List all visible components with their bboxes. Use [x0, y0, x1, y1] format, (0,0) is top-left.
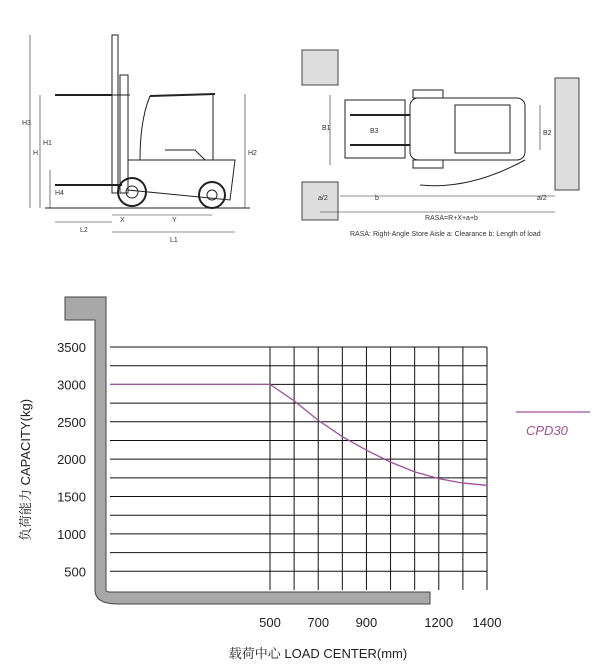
- x-axis-label: 载荷中心 LOAD CENTER(mm): [228, 646, 408, 661]
- legend: [516, 412, 590, 438]
- y-tick-labels: [57, 340, 86, 579]
- dim-label-a-half-right: a/2: [537, 195, 547, 202]
- dim-label-h: H: [33, 150, 39, 157]
- top-view-legend: RASA: Right-Angle Store Aisle a: Clearance b: Length of load: [350, 231, 541, 238]
- x-tick-label: 1200: [424, 615, 454, 630]
- dim-label-b1: B1: [322, 125, 331, 132]
- y-tick-label: 3500: [57, 340, 86, 355]
- chart-grid: [110, 347, 487, 590]
- x-tick-label: 900: [355, 615, 378, 630]
- dim-label-b: b: [375, 195, 379, 202]
- dim-label-b2: B2: [543, 130, 552, 137]
- dim-label-b3: B3: [370, 128, 379, 135]
- y-axis-label: 负荷能力 CAPACITY(kg): [18, 398, 33, 542]
- legend-label: CPD30: [526, 423, 568, 438]
- dim-label-h1: H1: [43, 140, 52, 147]
- series-line-cpd30: [110, 384, 487, 485]
- series-layer: [110, 384, 487, 485]
- dim-label-x: X: [120, 217, 125, 224]
- x-tick-label: 500: [259, 615, 281, 630]
- dim-label-a-half-left: a/2: [318, 195, 328, 202]
- y-tick-label: 1000: [57, 526, 86, 542]
- dim-label-h4: H4: [55, 190, 64, 197]
- y-tick-label: 500: [64, 564, 86, 580]
- x-tick-labels: [259, 615, 501, 630]
- y-tick-label: 3000: [57, 377, 86, 393]
- y-tick-label: 2000: [57, 452, 86, 468]
- x-tick-label: 1400: [472, 615, 502, 630]
- dim-label-y: Y: [172, 217, 177, 224]
- y-tick-label: 1500: [57, 489, 86, 505]
- rasa-formula: RASA=R+X+a+b: [425, 215, 478, 222]
- fork-frame: [65, 297, 430, 604]
- dim-label-l1: L1: [170, 237, 178, 244]
- dim-label-l2: L2: [80, 227, 88, 234]
- y-tick-label: 2500: [57, 414, 86, 430]
- dim-label-h2: H2: [248, 150, 257, 157]
- x-tick-label: 700: [307, 615, 330, 630]
- dim-label-h3: H3: [22, 120, 31, 127]
